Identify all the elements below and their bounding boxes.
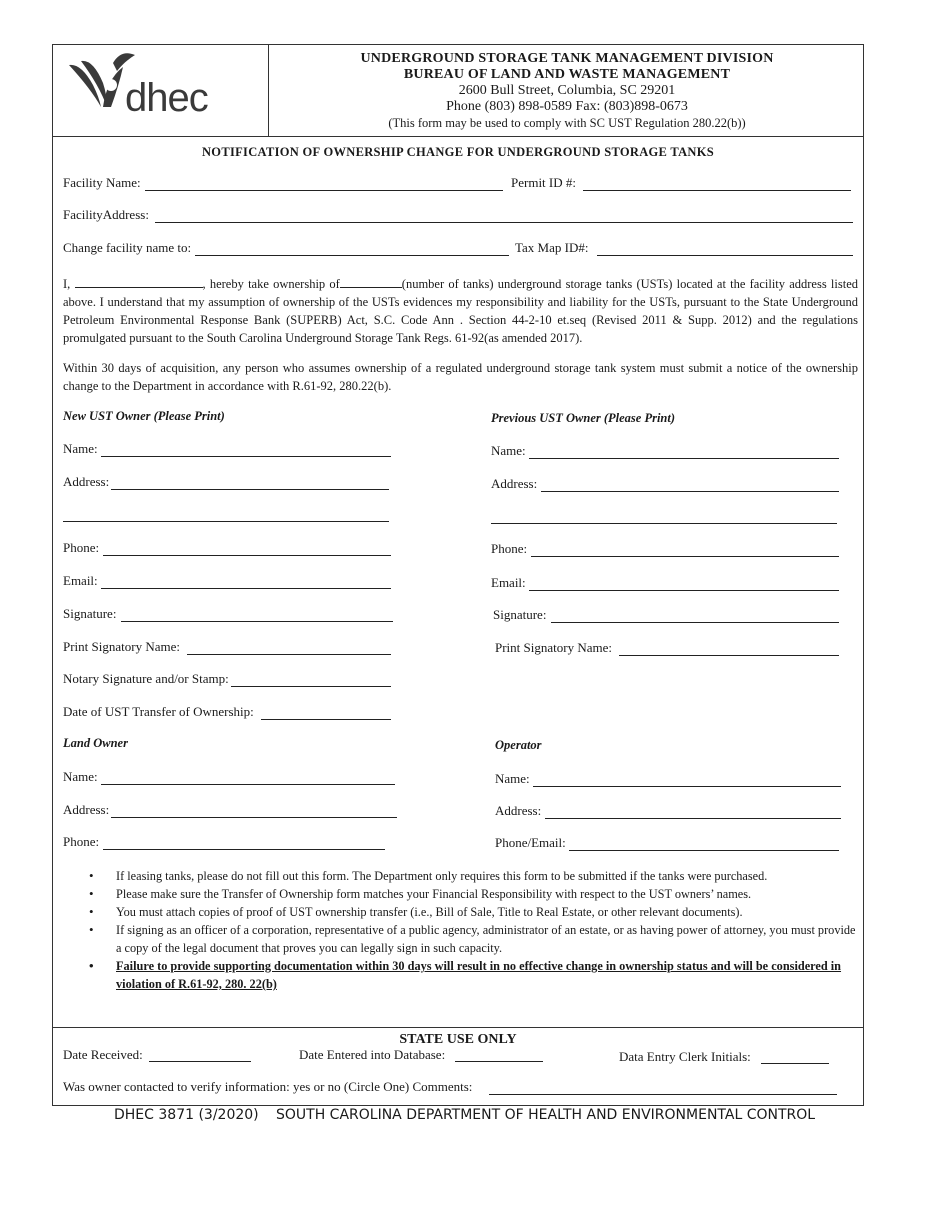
date-received-field[interactable] bbox=[149, 1061, 251, 1062]
prev-owner-print-name-label: Print Signatory Name: bbox=[495, 640, 612, 655]
new-owner-address-label: Address: bbox=[63, 474, 110, 489]
permit-id-field[interactable] bbox=[583, 190, 851, 191]
form-number: DHEC 3871 (3/2020) bbox=[114, 1107, 259, 1123]
dhec-logo bbox=[63, 49, 263, 129]
owner-contacted-label: Was owner contacted to verify information: yes or no (Circle One) Comments: bbox=[63, 1079, 473, 1094]
state-use-divider bbox=[53, 1027, 863, 1028]
new-owner-heading: New UST Owner (Please Print) bbox=[63, 409, 225, 423]
date-received-label: Date Received: bbox=[63, 1047, 143, 1062]
new-owner-phone-label: Phone: bbox=[63, 540, 100, 555]
form-title: NOTIFICATION OF OWNERSHIP CHANGE FOR UNDERGROUND STORAGE TANKS bbox=[201, 145, 715, 159]
permit-id-label: Permit ID #: bbox=[511, 175, 576, 190]
operator-phone-email-label: Phone/Email: bbox=[495, 835, 566, 850]
instruction-item: • If leasing tanks, please do not fill out this form. The Department only requires this form to be submitted if the tanks were purchased. bbox=[89, 867, 861, 885]
new-owner-email-label: Email: bbox=[63, 573, 98, 588]
land-owner-address-label: Address: bbox=[63, 802, 110, 817]
statement-part-a: I, bbox=[63, 277, 71, 291]
owner-name-blank[interactable] bbox=[75, 277, 203, 288]
operator-phone-email-field[interactable] bbox=[569, 850, 839, 851]
transfer-date-field[interactable] bbox=[261, 719, 391, 720]
new-owner-print-name-label: Print Signatory Name: bbox=[63, 639, 180, 654]
prev-owner-heading: Previous UST Owner (Please Print) bbox=[491, 411, 676, 425]
clerk-initials-label: Data Entry Clerk Initials: bbox=[619, 1049, 751, 1064]
instruction-warning: • Failure to provide supporting documentation within 30 days will result in no effective change in ownership status and will be considered in violation of R.61-92, 280. 22(b) bbox=[89, 957, 861, 993]
prev-owner-email-field[interactable] bbox=[529, 590, 839, 591]
logo-cell bbox=[53, 45, 269, 137]
bureau-title: BUREAU OF LAND AND WASTE MANAGEMENT bbox=[403, 67, 731, 82]
instructions-list bbox=[89, 867, 861, 993]
facility-address-label: FacilityAddress: bbox=[63, 207, 149, 222]
clerk-initials-field[interactable] bbox=[761, 1063, 829, 1064]
prev-owner-print-name-field[interactable] bbox=[619, 655, 839, 656]
new-owner-print-name-field[interactable] bbox=[187, 654, 391, 655]
operator-name-field[interactable] bbox=[533, 786, 841, 787]
prev-owner-name-label: Name: bbox=[491, 443, 526, 458]
ownership-statement bbox=[63, 275, 858, 347]
notary-label: Notary Signature and/or Stamp: bbox=[63, 671, 229, 686]
prev-owner-email-label: Email: bbox=[491, 575, 526, 590]
new-owner-name-label: Name: bbox=[63, 441, 98, 456]
new-owner-phone-field[interactable] bbox=[103, 555, 391, 556]
tax-map-label: Tax Map ID#: bbox=[515, 240, 589, 255]
form-header bbox=[53, 45, 863, 137]
new-owner-address-field[interactable] bbox=[111, 489, 389, 490]
date-entered-label: Date Entered into Database: bbox=[299, 1047, 446, 1062]
facility-address-field[interactable] bbox=[155, 222, 853, 223]
land-owner-phone-field[interactable] bbox=[103, 849, 385, 850]
instruction-item: • Please make sure the Transfer of Ownership form matches your Financial Responsibility with respect to the UST owners’ names. bbox=[89, 885, 861, 903]
tax-map-field[interactable] bbox=[597, 255, 853, 256]
prev-owner-address-line2[interactable] bbox=[491, 523, 837, 524]
regulation-note: (This form may be used to comply with SC UST Regulation 280.22(b)) bbox=[388, 116, 746, 130]
instruction-item: • You must attach copies of proof of UST ownership transfer (i.e., Bill of Sale, Title to Real Estate, or other relevant documents). bbox=[89, 903, 861, 921]
change-name-label: Change facility name to: bbox=[63, 240, 192, 255]
facility-name-field[interactable] bbox=[145, 190, 503, 191]
prev-owner-phone-field[interactable] bbox=[531, 556, 839, 557]
prev-owner-address-label: Address: bbox=[491, 476, 538, 491]
land-owner-name-label: Name: bbox=[63, 769, 98, 784]
land-owner-heading: Land Owner bbox=[63, 736, 128, 750]
division-title: UNDERGROUND STORAGE TANK MANAGEMENT DIVISION bbox=[360, 51, 774, 66]
form-frame bbox=[52, 44, 864, 1106]
prev-owner-name-field[interactable] bbox=[529, 458, 839, 459]
state-use-title: STATE USE ONLY bbox=[399, 1032, 517, 1047]
operator-heading: Operator bbox=[495, 738, 542, 752]
notice-paragraph: Within 30 days of acquisition, any person who assumes ownership of a regulated underground storage tank system must submit a notice of the ownership change to the Department in accordance with R.61-92, 280.22(b). bbox=[63, 361, 858, 393]
statement-part-b: , hereby take ownership of bbox=[202, 277, 340, 291]
land-owner-address-field[interactable] bbox=[111, 817, 397, 818]
prev-owner-address-field[interactable] bbox=[541, 491, 839, 492]
tank-count-blank[interactable] bbox=[340, 277, 402, 288]
new-owner-address-line2[interactable] bbox=[63, 521, 389, 522]
agency-phone-fax: Phone (803) 898-0589 Fax: (803)898-0673 bbox=[446, 99, 688, 114]
operator-address-label: Address: bbox=[495, 803, 542, 818]
agency-name: SOUTH CAROLINA DEPARTMENT OF HEALTH AND ENVIRONMENTAL CONTROL bbox=[276, 1107, 816, 1123]
comments-field[interactable] bbox=[489, 1094, 837, 1095]
new-owner-signature-field[interactable] bbox=[121, 621, 393, 622]
date-entered-field[interactable] bbox=[455, 1061, 543, 1062]
transfer-date-label: Date of UST Transfer of Ownership: bbox=[63, 704, 254, 719]
statement-part-c: (number of tanks) underground storage tanks (USTs) located at the facility address listed above. I understand that my assumption of ownership of the USTs evidences my responsibility and liability for the USTs, pursuant to the State Underground Petroleum Environmental Response Bank (SUPERB) Act, S.C. Code Ann . Section 44-2-10 et.seq (Revised 2011 & Supp. 2012) and the regulations promulgated pursuant to the South Carolina Underground Storage Tank Regs. 61-92(as amended 2017). bbox=[63, 277, 858, 345]
land-owner-name-field[interactable] bbox=[101, 784, 395, 785]
prev-owner-signature-label: Signature: bbox=[493, 607, 547, 622]
header-text bbox=[269, 51, 865, 131]
logo-text: dhec bbox=[125, 76, 208, 120]
change-name-field[interactable] bbox=[195, 255, 509, 256]
new-owner-email-field[interactable] bbox=[101, 588, 391, 589]
land-owner-phone-label: Phone: bbox=[63, 834, 100, 849]
agency-address: 2600 Bull Street, Columbia, SC 29201 bbox=[458, 83, 676, 98]
operator-address-field[interactable] bbox=[545, 818, 841, 819]
prev-owner-phone-label: Phone: bbox=[491, 541, 528, 556]
prev-owner-signature-field[interactable] bbox=[551, 622, 839, 623]
new-owner-signature-label: Signature: bbox=[63, 606, 117, 621]
instruction-item: • If signing as an officer of a corporation, representative of a public agency, administrator of an estate, or as having power of attorney, you must provide a copy of the legal document that proves you can legally sign in such capacity. bbox=[89, 921, 861, 957]
notary-field[interactable] bbox=[231, 686, 391, 687]
new-owner-name-field[interactable] bbox=[101, 456, 391, 457]
facility-name-label: Facility Name: bbox=[63, 175, 141, 190]
operator-name-label: Name: bbox=[495, 771, 530, 786]
